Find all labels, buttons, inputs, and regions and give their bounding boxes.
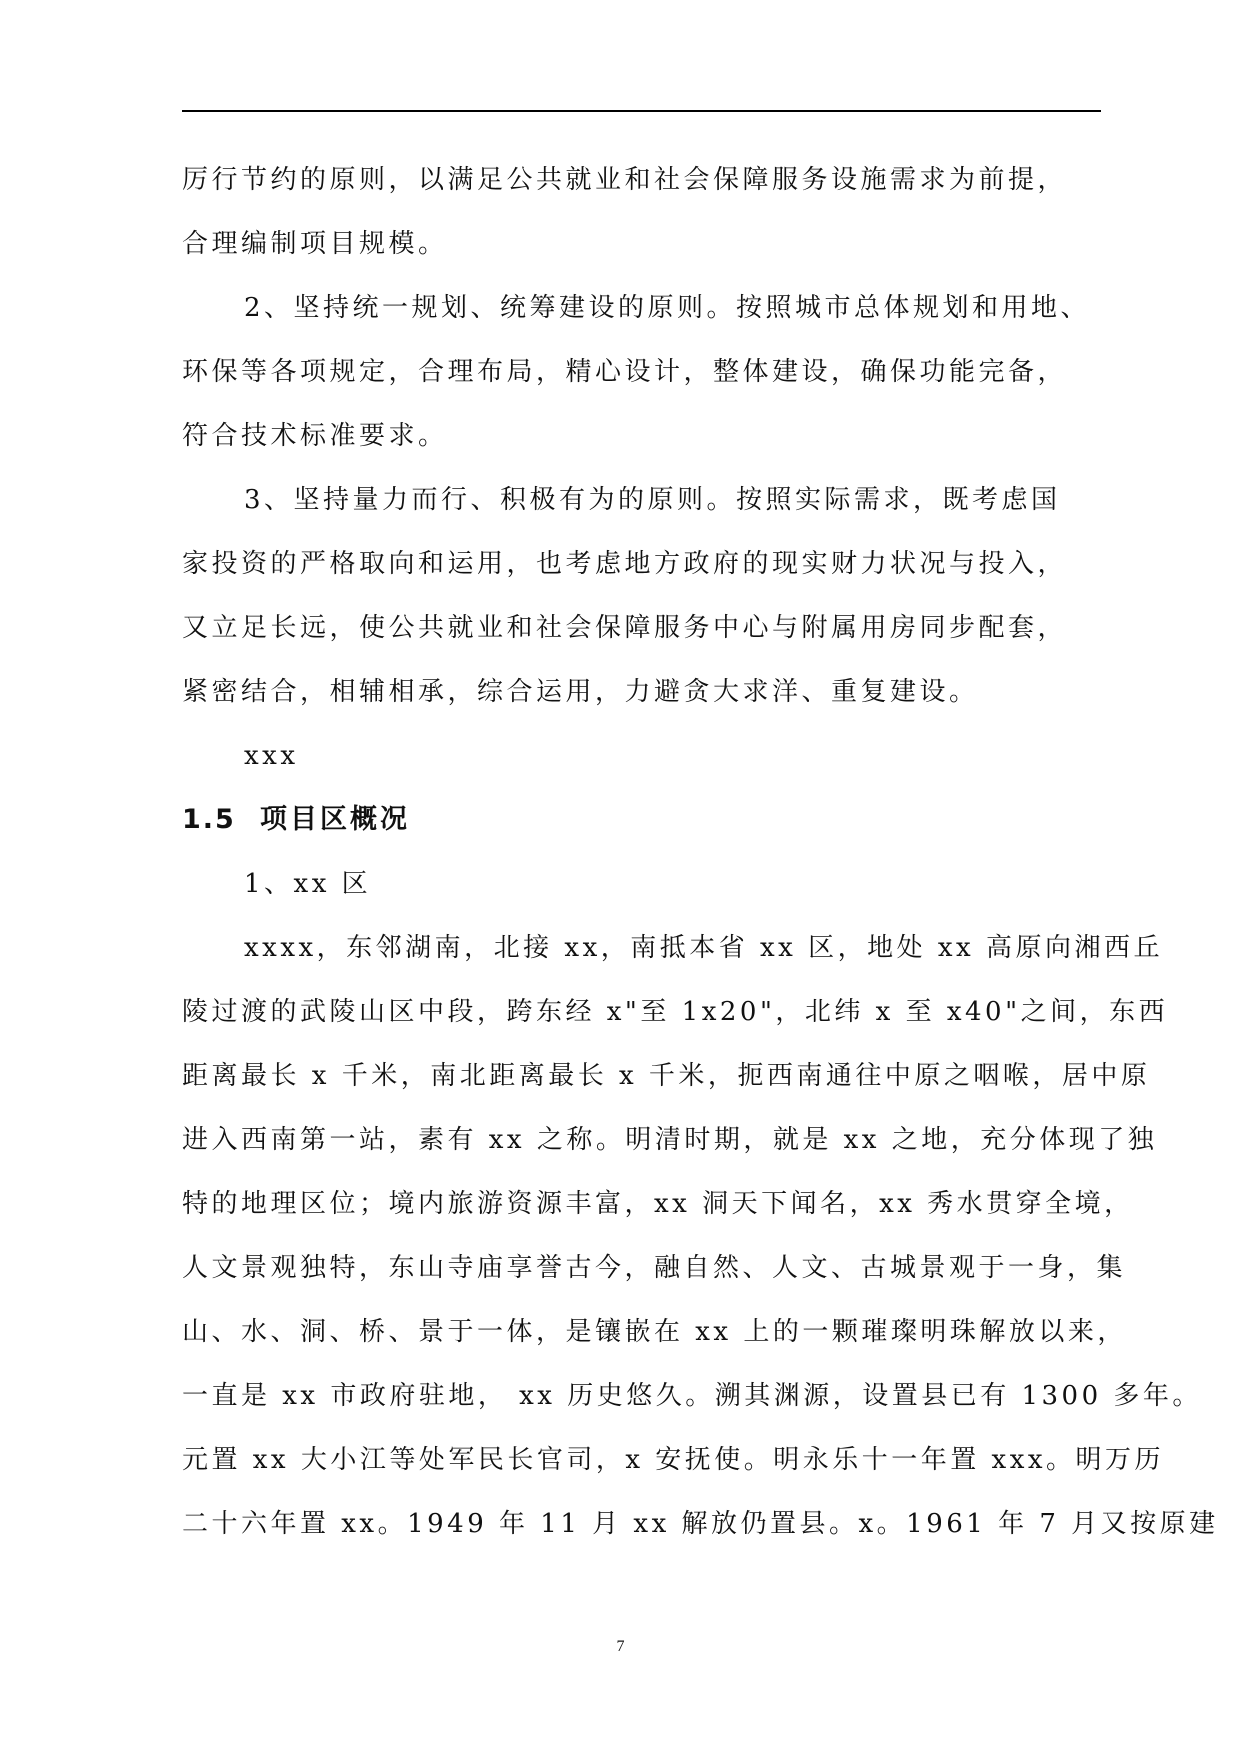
principle-3-line: 又立足长远，使公共就业和社会保障服务中心与附属用房同步配套， — [182, 613, 1068, 643]
district-line: xxxx，东邻湖南，北接 xx，南抵本省 xx 区，地处 xx 高原向湘西丘 — [244, 933, 1163, 963]
principle-2-line: 符合技术标准要求。 — [182, 421, 448, 451]
district-line: 距离最长 x 千米，南北距离最长 x 千米，扼西南通往中原之咽喉，居中原 — [182, 1061, 1151, 1091]
page-number: 7 — [616, 1638, 625, 1655]
subsection-heading: 1、xx 区 — [244, 869, 372, 899]
principle-3-line: 紧密结合，相辅相承，综合运用，力避贪大求洋、重复建设。 — [182, 677, 979, 707]
section-number: 1.5 — [182, 804, 236, 835]
district-line: 二十六年置 xx。1949 年 11 月 xx 解放仍置县。x。1961 年 7 月又按原建 — [182, 1509, 1219, 1539]
district-line: 特的地理区位；境内旅游资源丰富，xx 洞天下闻名，xx 秀水贯穿全境， — [182, 1189, 1134, 1219]
district-line: 一直是 xx 市政府驻地， xx 历史悠久。溯其渊源，设置县已有 1300 多年。 — [182, 1381, 1202, 1411]
principle-3-line: 家投资的严格取向和运用，也考虑地方政府的现实财力状况与投入， — [182, 549, 1068, 579]
principle-2-line: 2、坚持统一规划、统筹建设的原则。按照城市总体规划和用地、 — [244, 293, 1091, 323]
district-line: 人文景观独特，东山寺庙享誉古今，融自然、人文、古城景观于一身，集 — [182, 1253, 1127, 1283]
principle-3-line: 3、坚持量力而行、积极有为的原则。按照实际需求，既考虑国 — [244, 485, 1061, 515]
section-title: 项目区概况 — [260, 804, 410, 835]
body-line: 合理编制项目规模。 — [182, 229, 448, 259]
district-line: 元置 xx 大小江等处军民长官司，x 安抚使。明永乐十一年置 xxx。明万历 — [182, 1445, 1165, 1475]
header-rule — [182, 110, 1101, 112]
body-line: 厉行节约的原则，以满足公共就业和社会保障服务设施需求为前提， — [182, 165, 1068, 195]
district-line: 陵过渡的武陵山区中段，跨东经 x"至 1x20"，北纬 x 至 x40"之间，东西 — [182, 997, 1169, 1027]
document-body — [182, 148, 1219, 1556]
district-line: 山、水、洞、桥、景于一体，是镶嵌在 xx 上的一颗璀璨明珠解放以来， — [182, 1317, 1127, 1347]
placeholder-line: xxx — [244, 741, 299, 771]
principle-2-line: 环保等各项规定，合理布局，精心设计，整体建设，确保功能完备， — [182, 357, 1068, 387]
district-line: 进入西南第一站，素有 xx 之称。明清时期，就是 xx 之地，充分体现了独 — [182, 1125, 1158, 1155]
section-heading — [182, 788, 1101, 852]
